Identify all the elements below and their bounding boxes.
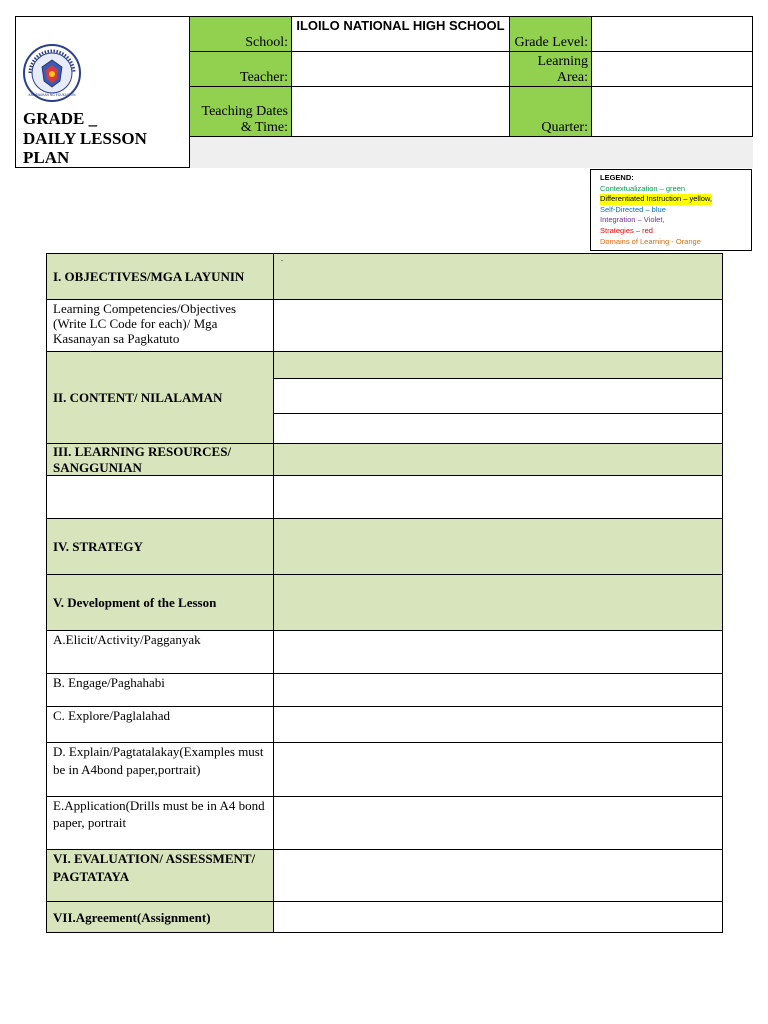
strategy-field[interactable]: [273, 518, 723, 574]
competencies-label: Learning Competencies/Objectives (Write LC Code for each)/ Mga Kasanayan sa Pagkatuto: [46, 299, 273, 351]
strategy-heading: IV. STRATEGY: [46, 518, 273, 574]
header-table: [15, 16, 753, 168]
legend-strategies: Strategies – red: [600, 225, 653, 235]
title-grade: GRADE _: [23, 109, 98, 128]
evaluation-field[interactable]: [273, 849, 723, 901]
objectives-dot: .: [281, 254, 283, 263]
grade-level-label: Grade Level:: [510, 17, 592, 52]
explore-label: C. Explore/Paglalahad: [46, 706, 273, 742]
grade-level-field[interactable]: [592, 17, 753, 52]
title-daily-lesson: DAILY LESSON: [23, 128, 147, 148]
content-field-2[interactable]: [273, 378, 723, 413]
engage-field[interactable]: [273, 673, 723, 706]
elicit-label: A.Elicit/Activity/Pagganyak: [46, 630, 273, 673]
table-right-border: [722, 253, 723, 933]
title-plan: PLAN: [23, 148, 70, 167]
competencies-field[interactable]: [273, 299, 723, 351]
legend-title: LEGEND:: [600, 173, 634, 182]
resources-sub-field[interactable]: [273, 475, 723, 518]
objectives-heading: I. OBJECTIVES/MGA LAYUNIN: [46, 253, 273, 299]
color-legend: [590, 169, 752, 251]
elicit-field[interactable]: [273, 630, 723, 673]
development-field[interactable]: [273, 574, 723, 630]
lesson-plan-table: [46, 253, 723, 933]
learning-area-field[interactable]: [592, 52, 753, 87]
learning-area-label: Learning Area:: [510, 52, 592, 87]
engage-label: B. Engage/Paghahabi: [46, 673, 273, 706]
application-field[interactable]: [273, 796, 723, 849]
lesson-plan-title: [23, 109, 193, 168]
header-blank-row: [190, 137, 753, 168]
resources-heading: III. LEARNING RESOURCES/ SANGGUNIAN: [46, 443, 273, 475]
explore-field[interactable]: [273, 706, 723, 742]
evaluation-heading: VI. EVALUATION/ ASSESSMENT/ PAGTATAYA: [46, 849, 273, 901]
quarter-field[interactable]: [592, 87, 753, 137]
content-heading: II. CONTENT/ NILALAMAN: [46, 351, 273, 443]
agreement-heading: VII.Agreement(Assignment): [46, 901, 273, 932]
explain-field[interactable]: [273, 742, 723, 796]
school-label: School:: [190, 17, 292, 52]
application-label: E.Application(Drills must be in A4 bond paper, portrait: [46, 796, 273, 849]
explain-label: D. Explain/Pagtatalakay(Examples must be in A4bond paper,portrait): [46, 742, 273, 796]
resources-field[interactable]: [273, 443, 723, 475]
content-field-1[interactable]: [273, 351, 723, 378]
resources-sub-label[interactable]: [46, 475, 273, 518]
legend-differentiated: Differentiated Instruction – yellow,: [600, 194, 713, 204]
school-name-field[interactable]: ILOILO NATIONAL HIGH SCHOOL: [292, 17, 510, 52]
content-field-3[interactable]: [273, 413, 723, 443]
objectives-field[interactable]: [273, 253, 723, 299]
legend-domains: Domains of Learning - Orange: [600, 236, 701, 246]
teaching-dates-label: Teaching Dates & Time:: [190, 87, 292, 137]
agreement-field[interactable]: [273, 901, 723, 932]
quarter-label: Quarter:: [510, 87, 592, 137]
legend-self-directed: Self-Directed – blue: [600, 204, 666, 214]
teacher-field[interactable]: [292, 52, 510, 87]
deped-seal-icon: [22, 43, 82, 103]
teacher-label: Teacher:: [190, 52, 292, 87]
seal-lettering: KAGAWARAN NG EDUKASYON: [28, 93, 76, 97]
legend-integration: Integration – Violet,: [600, 215, 665, 225]
teaching-dates-field[interactable]: [292, 87, 510, 137]
table-bottom-border: [46, 932, 723, 933]
legend-contextualization: Contextualization – green: [600, 183, 686, 193]
development-heading: V. Development of the Lesson: [46, 574, 273, 630]
